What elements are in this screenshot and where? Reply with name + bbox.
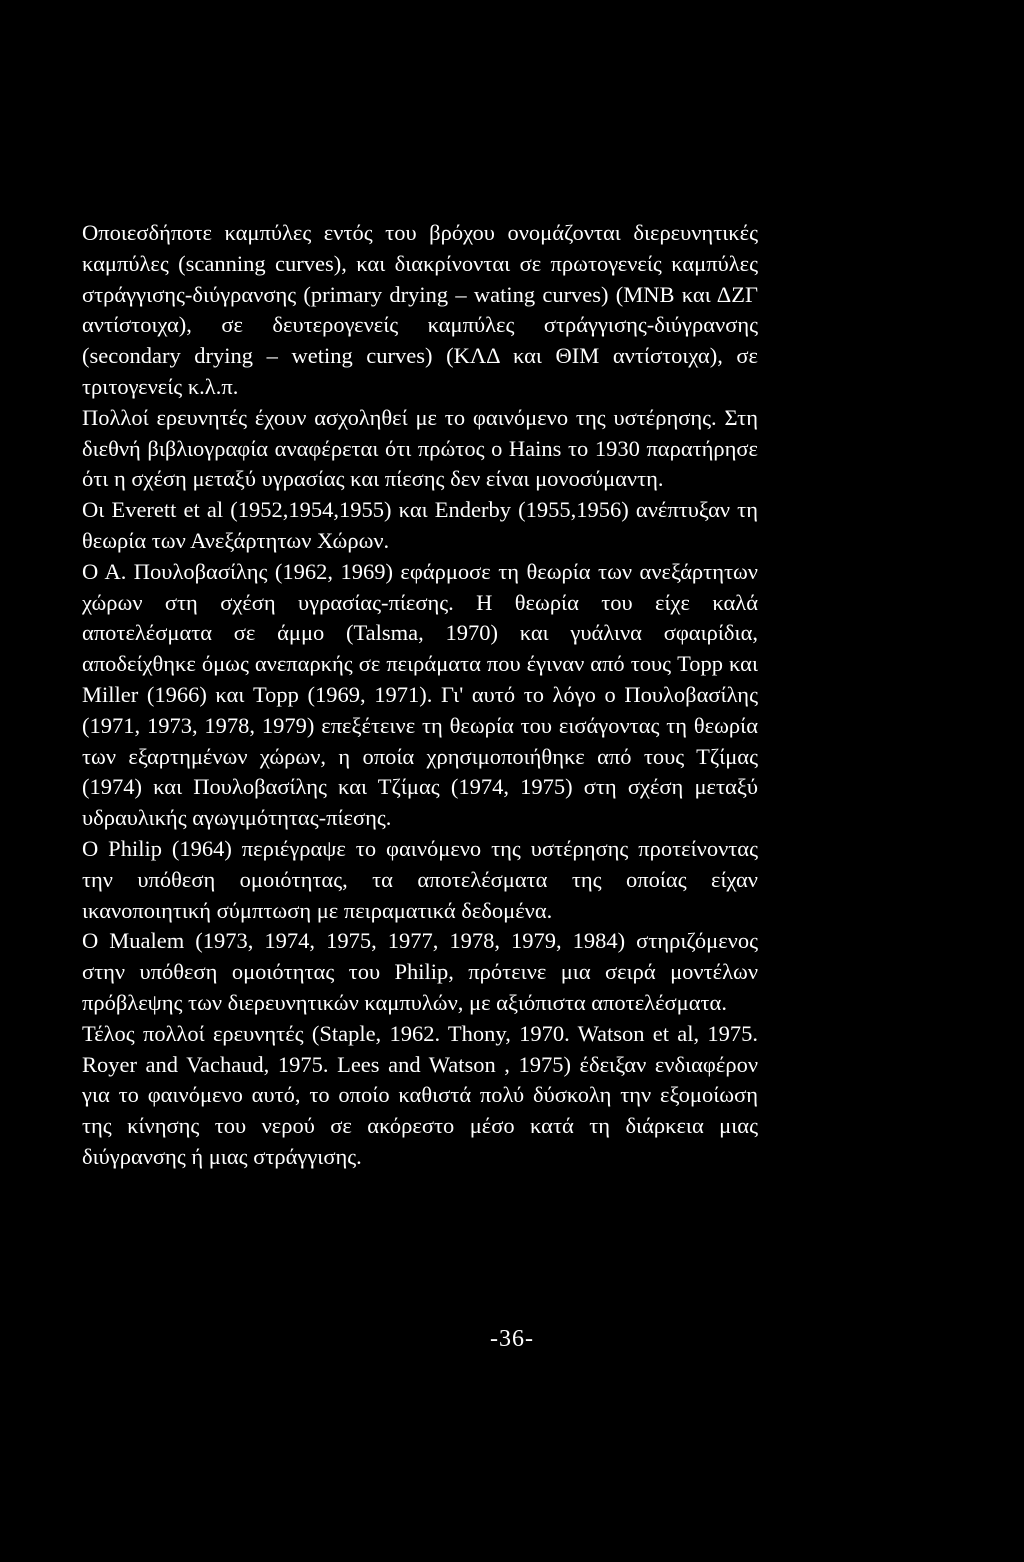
body-text	[82, 218, 758, 1173]
paragraph-independent-domains: Οι Everett et al (1952,1954,1955) και Enderby (1955,1956) ανέπτυξαν τη θεωρία των Ανεξάρτητων Χώρων.	[82, 497, 758, 553]
paragraph-poulovassilis: Ο Α. Πουλοβασίλης (1962, 1969) εφάρμοσε τη θεωρία των ανεξάρτητων χώρων στη σχέση υγρασίας-πίεσης. Η θεωρία του είχε καλά αποτελέσματα σε άμμο (Talsma, 1970) και γυάλινα σφαιρίδια, αποδείχθηκε όμως ανεπαρκής σε πειράματα που έγιναν από τους Topp και Miller (1966) και Topp (1969, 1971). Γι' αυτό το λόγο ο Πουλοβασίλης (1971, 1973, 1978, 1979) επεξέτεινε τη θεωρία του εισάγοντας τη θεωρία των εξαρτημένων χώρων, η οποία χρησιμοποιήθηκε από τους Τζίμας (1974) και Πουλοβασίλης και Τζίμας (1974, 1975) στη σχέση μεταξύ υδραυλικής αγωγιμότητας-πίεσης.	[82, 558, 758, 831]
paragraph-hysteresis-history: Πολλοί ερευνητές έχουν ασχοληθεί με το φαινόμενο της υστέρησης. Στη διεθνή βιβλιογραφία αναφέρεται ότι πρώτος ο Hains το 1930 παρατήρησε ότι η σχέση μεταξύ υγρασίας και πίεσης δεν είναι μονοσύμαντη.	[82, 404, 758, 492]
paragraph-philip: Ο Philip (1964) περιέγραψε το φαινόμενο της υστέρησης προτείνοντας την υπόθεση ομοιότητας, τα αποτελέσματα της οποίας είχαν ικανοποιητική σύμπτωση με πειραματικά δεδομένα.	[82, 835, 758, 923]
page-number: -36-	[490, 1326, 534, 1352]
paragraph-mualem: Ο Mualem (1973, 1974, 1975, 1977, 1978, 1979, 1984) στηριζόμενος στην υπόθεση ομοιότητας του Philip, πρότεινε μια σειρά μοντέλων πρόβλεψης των διερευνητικών καμπυλών, με αξιόπιστα αποτελέσματα.	[82, 928, 758, 1015]
paragraph-other-researchers: Τέλος πολλοί ερευνητές (Staple, 1962. Thony, 1970. Watson et al, 1975. Royer and Vachaud, 1975. Lees and Watson , 1975) έδειξαν ενδιαφέρον για το φαινόμενο αυτό, το οποίο καθιστά πολύ δύσκολη την εξομοίωση της κίνησης του νερού σε ακόρεστο μέσο κατά τη διάρκεια μιας διύγρανσης ή μιας στράγγισης.	[82, 1020, 758, 1169]
paragraph-scanning-curves: Οποιεσδήποτε καμπύλες εντός του βρόχου ονομάζονται διερευνητικές καμπύλες (scanning curves), και διακρίνονται σε πρωτογενείς καμπύλες στράγγισης-διύγρανσης (primary drying – wating curves) (MNB και ΔΖΓ αντίστοιχα), σε δευτερογενείς καμπύλες στράγγισης-διύγρανσης (secondary drying – weting curves) (ΚΛΔ και ΘΙΜ αντίστοιχα), σε τριτογενείς κ.λ.π.	[82, 220, 758, 399]
